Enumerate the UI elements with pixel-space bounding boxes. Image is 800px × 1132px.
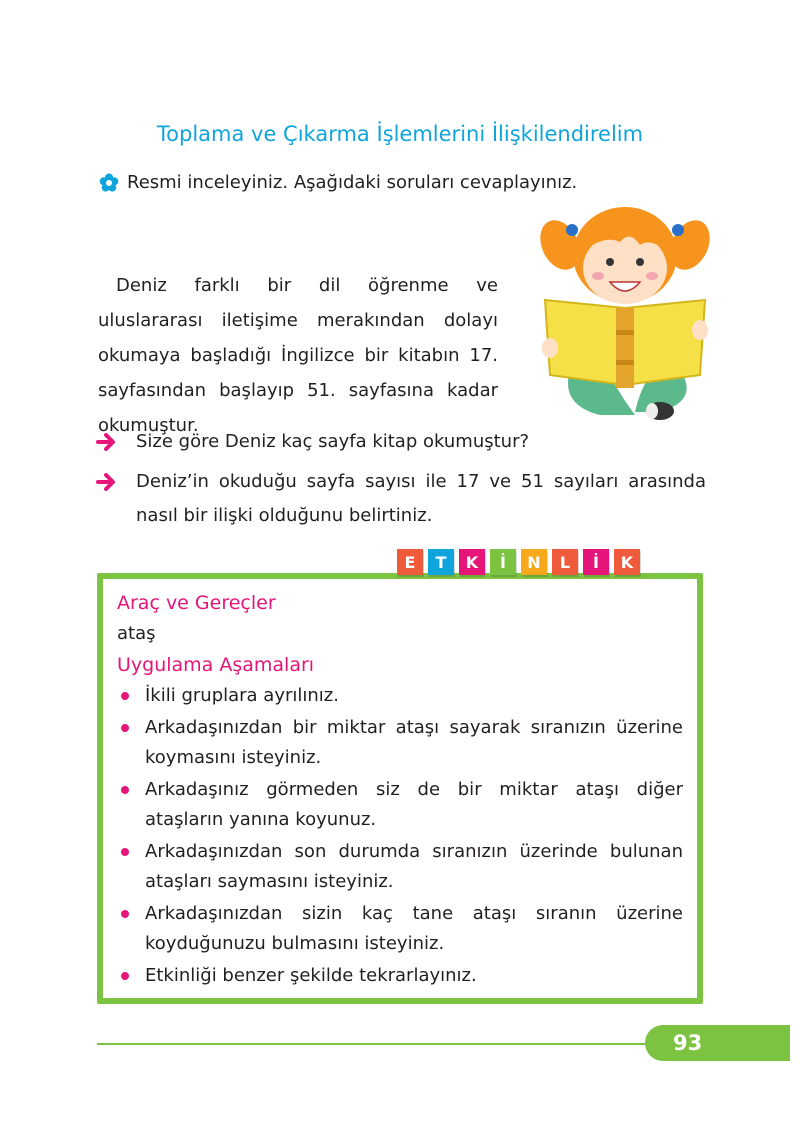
step-text: Arkadaşınızdan sizin kaç tane ataşı sıranın üzerine koyduğunuzu bulmasını isteyiniz. bbox=[145, 903, 683, 954]
step-text: İkili gruplara ayrılınız. bbox=[145, 685, 339, 706]
bullet-icon bbox=[121, 724, 129, 732]
bullet-icon bbox=[121, 692, 129, 700]
steps-heading: Uygulama Aşamaları bbox=[117, 654, 315, 676]
etkinlik-letter-tile: İ bbox=[490, 549, 516, 575]
etkinlik-letter-tile: L bbox=[552, 549, 578, 575]
list-item bbox=[117, 681, 683, 711]
etkinlik-letter-tile: İ bbox=[583, 549, 609, 575]
etkinlik-banner bbox=[397, 549, 640, 575]
flower-icon bbox=[99, 173, 119, 193]
list-item bbox=[117, 775, 683, 835]
list-item bbox=[117, 961, 683, 991]
arrow-right-icon bbox=[96, 432, 118, 452]
bullet-icon bbox=[121, 786, 129, 794]
instruction bbox=[99, 172, 577, 193]
step-text: Arkadaşınız görmeden siz de bir miktar ataşı diğer ataşların yanına koyunuz. bbox=[145, 779, 683, 830]
list-item bbox=[117, 837, 683, 897]
question-text: Size göre Deniz kaç sayfa kitap okumuştur? bbox=[136, 431, 530, 452]
bullet-icon bbox=[121, 848, 129, 856]
bullet-icon bbox=[121, 972, 129, 980]
step-text: Etkinliği benzer şekilde tekrarlayınız. bbox=[145, 965, 477, 986]
etkinlik-letter-tile: N bbox=[521, 549, 547, 575]
question-item bbox=[96, 465, 706, 533]
list-item bbox=[117, 899, 683, 959]
question-item bbox=[96, 425, 706, 459]
questions bbox=[96, 425, 706, 539]
etkinlik-letter-tile: E bbox=[397, 549, 423, 575]
materials-heading: Araç ve Gereçler bbox=[117, 592, 276, 614]
instruction-text: Resmi inceleyiniz. Aşağıdaki soruları cevaplayınız. bbox=[127, 172, 578, 193]
etkinlik-letter-tile: K bbox=[614, 549, 640, 575]
page-number: 93 bbox=[645, 1025, 790, 1061]
etkinlik-letter-tile: K bbox=[459, 549, 485, 575]
girl-reading-book-illustration bbox=[540, 200, 710, 430]
etkinlik-letter-tile: T bbox=[428, 549, 454, 575]
question-text: Deniz’in okuduğu sayfa sayısı ile 17 ve 51 sayıları arasında nasıl bir ilişki olduğunu belirtiniz. bbox=[136, 471, 706, 526]
story-text: Deniz farklı bir dil öğrenme ve uluslararası iletişime merakından dolayı okumaya başladığı İngilizce bir kitabın 17. sayfasından başlayıp 51. sayfasına kadar okumuştur. bbox=[98, 275, 498, 436]
list-item bbox=[117, 713, 683, 773]
steps-list bbox=[117, 681, 683, 991]
footer-divider bbox=[97, 1043, 657, 1045]
arrow-right-icon bbox=[96, 472, 118, 492]
step-text: Arkadaşınızdan bir miktar ataşı sayarak sıranızın üzerine koymasını isteyiniz. bbox=[145, 717, 683, 768]
bullet-icon bbox=[121, 910, 129, 918]
step-text: Arkadaşınızdan son durumda sıranızın üzerinde bulunan ataşları saymasını isteyiniz. bbox=[145, 841, 683, 892]
activity-box bbox=[97, 573, 703, 1004]
materials-text: ataş bbox=[117, 623, 156, 644]
page-title: Toplama ve Çıkarma İşlemlerini İlişkilendirelim bbox=[156, 122, 644, 146]
